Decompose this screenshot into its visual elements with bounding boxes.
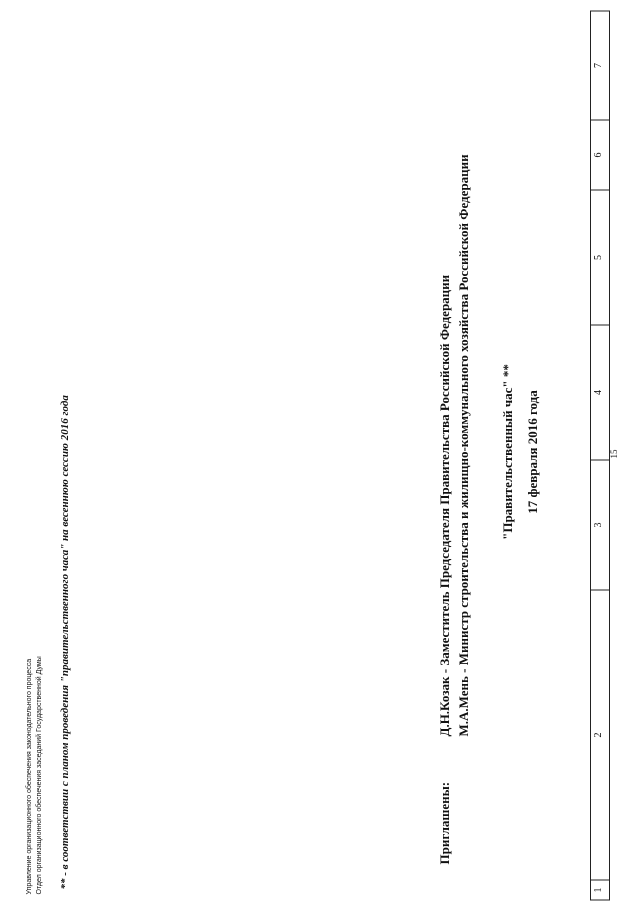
column-number: 5 [593, 255, 604, 260]
invited-person: Д.Н.Козак - Заместитель Председателя Правительства Российской Федерации [437, 274, 452, 737]
column-1 [591, 880, 609, 900]
footnote: ** - в соответствии с планом проведения "правительственного часа" на весеннюю сессию 2016 года [59, 395, 71, 890]
column-number: 2 [593, 732, 604, 738]
column-5 [591, 190, 609, 325]
column-6 [591, 120, 609, 190]
invited-list [437, 154, 475, 736]
column-number: 7 [593, 63, 604, 68]
session-date: 17 февраля 2016 года [525, 390, 540, 514]
table-header-row [590, 11, 610, 901]
invited-label: Приглашены: [437, 781, 452, 865]
column-number: 6 [593, 152, 604, 158]
column-number: 1 [593, 887, 604, 893]
page-number: 15 [609, 449, 619, 459]
invited-person: М.А.Мень - Министр строительства и жилищно-коммунального хозяйства Российской Федерации [456, 154, 471, 737]
department-line: Управление организационного обеспечения законодательного процесса [26, 658, 33, 895]
column-number: 4 [593, 390, 604, 395]
column-2 [591, 590, 609, 880]
column-4 [591, 325, 609, 460]
department-line: Отдел организационного обеспечения заседаний Государственной Думы [36, 656, 43, 895]
column-7 [591, 12, 609, 120]
invited-block [437, 154, 475, 864]
section-title: "Правительственный час" ** [500, 364, 515, 540]
column-number: 3 [593, 522, 604, 528]
column-3 [591, 460, 609, 590]
